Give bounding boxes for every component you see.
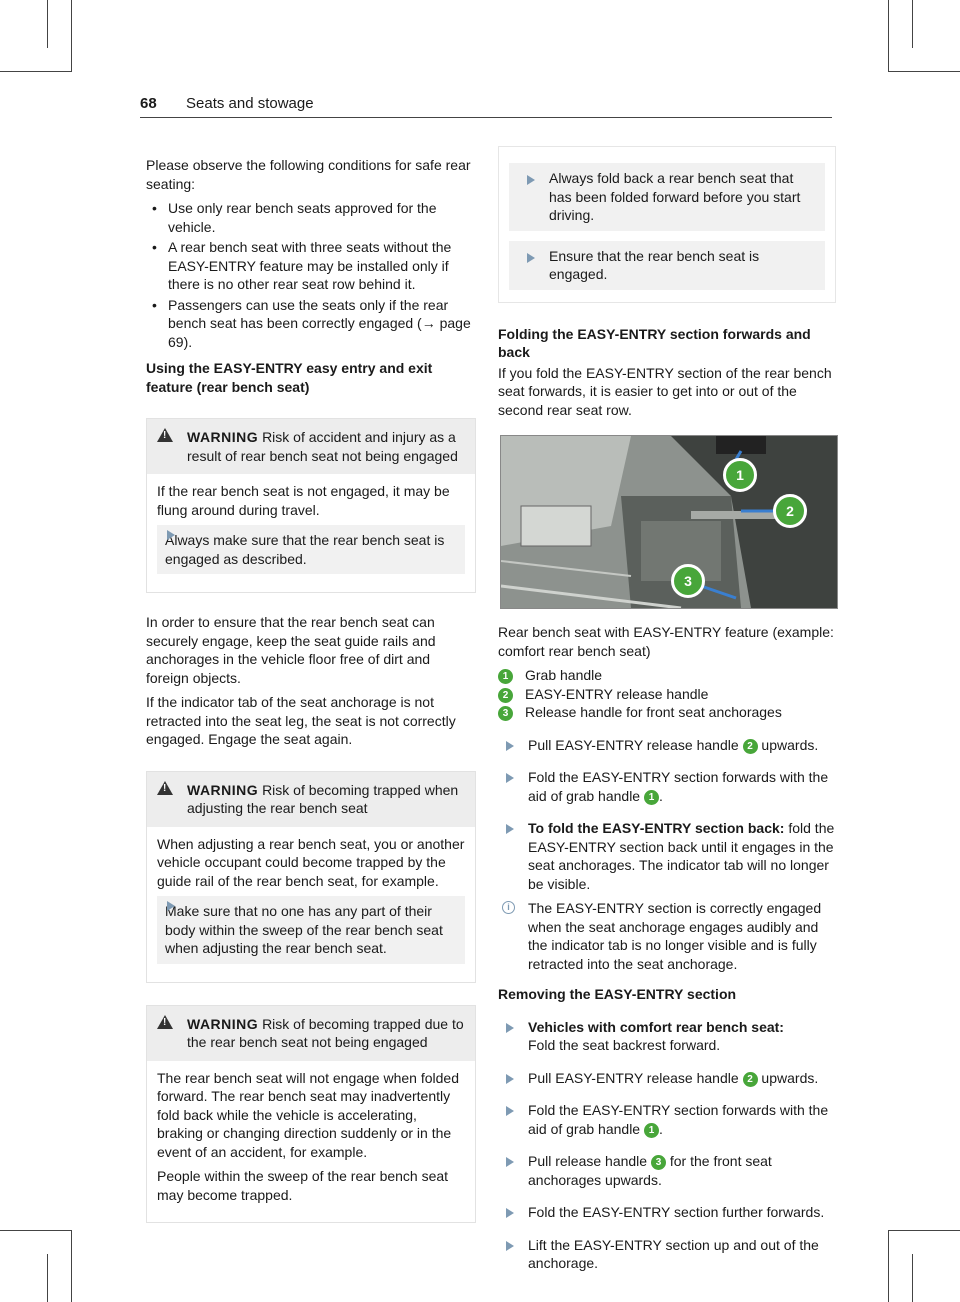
warning-header [147, 1006, 475, 1061]
number-badge: 2 [743, 739, 758, 754]
callout-2: 2 [773, 494, 807, 528]
instruction-step [509, 163, 825, 231]
note-text: The EASY-ENTRY section is correctly engaged when the seat anchorage engages audibly and the indicator tab is no longer visible and is fully retracted into the seat anchorage. [528, 900, 822, 972]
step-text: Ensure that the rear bench seat is engaged. [549, 247, 760, 282]
arrow-icon [506, 824, 514, 834]
instruction-step [498, 1069, 836, 1088]
step-text: Fold the EASY-ENTRY section forwards with the aid of grab handle [528, 1102, 829, 1137]
crop-mark [0, 71, 72, 72]
crop-mark [71, 1230, 72, 1302]
left-column [146, 156, 476, 1223]
crop-mark [912, 1254, 913, 1302]
instruction-step [498, 1203, 836, 1222]
arrow-icon [527, 253, 535, 263]
instruction-step [498, 736, 836, 755]
arrow-icon [506, 1241, 514, 1251]
legend-label: Grab handle [525, 667, 603, 683]
step-text: Pull EASY-ENTRY release handle [528, 736, 743, 753]
step-text: Lift the EASY-ENTRY section up and out of the anchorage. [528, 1236, 819, 1271]
step-text: . [658, 787, 663, 804]
instruction-step [509, 241, 825, 290]
warning-text: People within the sweep of the rear bench seat may become trapped. [157, 1168, 449, 1203]
step-text: fold the EASY-ENTRY section back until it engages in the seat anchorages. The indicator tab will no longer be visible. [528, 820, 835, 892]
step-text: Always make sure that the rear bench seat is engaged as described. [165, 532, 445, 567]
arrow-icon [506, 773, 514, 783]
instruction-step [498, 1101, 836, 1138]
warning-text: The rear bench seat will not engage when folded forward. The rear bench seat may inadvertently fold back while the vehicle is accelerating, braking or changing direction suddenly or in the event of an accident, for example. [157, 1069, 459, 1160]
number-badge: 3 [651, 1155, 666, 1170]
info-note [498, 899, 836, 973]
step-text: . [658, 1120, 663, 1137]
arrow-icon [506, 1023, 514, 1033]
crop-mark [888, 1230, 889, 1302]
legend-label: EASY-ENTRY release handle [525, 685, 709, 702]
warning-triangle-icon [157, 428, 173, 442]
crop-mark [47, 0, 48, 48]
step-bold-text: To fold the EASY-ENTRY section back: [528, 820, 785, 836]
arrow-icon [506, 1208, 514, 1218]
paragraph: In order to ensure that the rear bench seat can securely engage, keep the seat guide rails and anchorages in the vehicle floor free of dirt and foreign objects. [146, 614, 436, 686]
figure-legend [498, 666, 836, 722]
step-text: Always fold back a rear bench seat that has been folded forward before you start driving. [549, 170, 801, 223]
section-heading: Folding the EASY-ENTRY section forwards and back [498, 325, 811, 360]
warning-text: If the rear bench seat is not engaged, it may be flung around during travel. [157, 483, 450, 518]
step-text: Make sure that no one has any part of their body within the sweep of the rear bench seat when adjusting the rear bench seat. [165, 903, 443, 956]
step-text: Fold the EASY-ENTRY section forwards with the aid of grab handle [528, 769, 829, 804]
arrow-icon [506, 1106, 514, 1116]
section-heading: Removing the EASY-ENTRY section [498, 986, 737, 1002]
section-title: Seats and stowage [186, 95, 314, 112]
step-text: Fold the EASY-ENTRY section further forwards. [528, 1204, 825, 1220]
number-badge: 2 [498, 688, 513, 703]
instruction-step [157, 525, 465, 574]
callout-3: 3 [671, 564, 705, 598]
arrow-icon [167, 901, 175, 911]
warning-text: When adjusting a rear bench seat, you or another vehicle occupant could become trapped by the guide rail of the rear bench seat, for example. [157, 835, 465, 889]
crop-mark [0, 1230, 72, 1231]
figure-caption: Rear bench seat with EASY-ENTRY feature (example: comfort rear bench seat) [498, 624, 834, 659]
legend-item [498, 666, 836, 685]
instruction-step [498, 1152, 836, 1189]
crop-mark [71, 0, 72, 72]
crop-mark [888, 0, 889, 72]
arrow-icon [506, 741, 514, 751]
warning-label: WARNING [187, 1015, 259, 1032]
number-badge: 2 [743, 1072, 758, 1087]
number-badge: 3 [498, 706, 513, 721]
arrow-icon [506, 1074, 514, 1084]
list-item: • Use only rear bench seats approved for the vehicle. [146, 199, 476, 236]
header-rule [140, 117, 832, 118]
crop-mark [912, 0, 913, 48]
warning-title: Risk of becoming trapped when adjusting the rear bench seat [187, 781, 459, 816]
crop-mark [888, 1230, 960, 1231]
step-text: Pull release handle [528, 1153, 651, 1169]
warning-box [146, 771, 476, 983]
list-item: • Passengers can use the seats only if the rear bench seat has been correctly engaged (→ page 69). [146, 296, 476, 352]
step-text: Pull EASY-ENTRY release handle [528, 1069, 743, 1086]
number-badge: 1 [644, 790, 659, 805]
warning-body [147, 474, 475, 592]
list-item: • A rear bench seat with three seats without the EASY-ENTRY feature may be installed only if there is no other rear seat row behind it. [146, 238, 476, 294]
callout-1: 1 [723, 458, 757, 492]
legend-item [498, 685, 836, 704]
warning-body [147, 1061, 475, 1223]
seat-illustration [500, 435, 838, 609]
number-badge: 1 [498, 669, 513, 684]
warning-title: Risk of accident and injury as a result of rear bench seat not being engaged [187, 429, 458, 464]
warning-steps-box [498, 146, 836, 303]
instruction-step [498, 1236, 836, 1273]
arrow-icon [506, 1157, 514, 1167]
instruction-step [498, 768, 836, 805]
warning-box [146, 418, 476, 593]
number-badge: 1 [644, 1123, 659, 1138]
warning-triangle-icon [157, 781, 173, 795]
arrow-icon [527, 175, 535, 185]
legend-item [498, 703, 836, 722]
warning-triangle-icon [157, 1015, 173, 1029]
warning-header [147, 419, 475, 474]
warning-label: WARNING [187, 781, 259, 798]
crop-mark [888, 71, 960, 72]
step-text: upwards. [757, 1069, 819, 1086]
section-heading: Using the EASY-ENTRY easy entry and exit feature (rear bench seat) [146, 360, 433, 395]
instruction-step [157, 896, 465, 964]
crop-mark [47, 1254, 48, 1302]
warning-body [147, 827, 475, 982]
warning-box [146, 1005, 476, 1224]
paragraph: If the indicator tab of the seat anchorage is not retracted into the seat leg, the seat is not correctly engaged. Engage the seat again. [146, 694, 456, 747]
legend-label: Release handle for front seat anchorages [525, 704, 782, 720]
right-column [498, 146, 836, 1273]
step-text: upwards. [757, 736, 819, 753]
warning-label: WARNING [187, 429, 259, 445]
page-number: 68 [140, 95, 157, 112]
instruction-step [498, 1018, 836, 1055]
instruction-step [498, 819, 836, 893]
info-icon: i [502, 901, 515, 914]
intro-text: Please observe the following conditions for safe rear seating: [146, 157, 471, 192]
paragraph: If you fold the EASY-ENTRY section of the rear bench seat forwards, it is easier to get into or out of the second rear seat row. [498, 364, 832, 418]
step-bold-text: Vehicles with comfort rear bench seat: [528, 1018, 784, 1035]
step-text: Fold the seat backrest forward. [528, 1037, 721, 1053]
step-text: for the front seat anchorages upwards. [528, 1153, 772, 1188]
arrow-icon [167, 530, 175, 540]
warning-header [147, 772, 475, 827]
conditions-list [146, 199, 476, 351]
warning-title: Risk of becoming trapped due to the rear bench seat not being engaged [187, 1015, 464, 1050]
